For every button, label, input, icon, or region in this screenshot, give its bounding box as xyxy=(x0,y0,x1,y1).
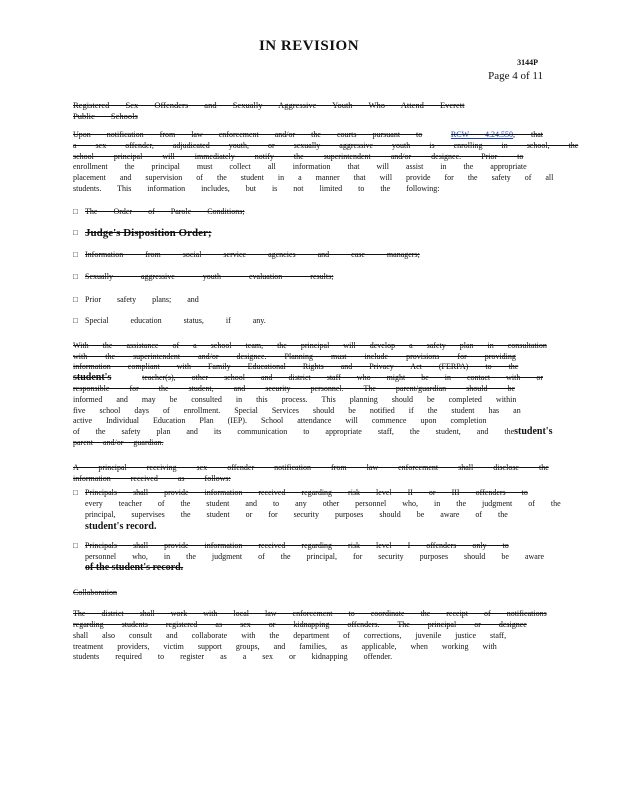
checkbox-bullet-icon: □ xyxy=(73,315,78,325)
page-number: Page 4 of 11 xyxy=(488,70,543,82)
bullet-special-education: □ Special education status, if any. xyxy=(73,315,266,325)
checkbox-bullet-icon: □ xyxy=(73,206,78,216)
bullet-youth-evaluation: □ Sexually aggressive youth evaluation results; xyxy=(73,272,334,282)
document-title: IN REVISION xyxy=(258,38,360,54)
paragraph-notification: Upon notification from law enforcement and/or the courts pursuant to RCW 4.24.550, that a sex offender, adjudicated youth, or sexually aggressive youth is enrolling in school, the school principal will immediately notify the superintendent and/or designee. Prior to enrollment the principal must collect all information that will assist in the appropriate placement and supervision of the student in a manner that will provide for the safety of all students. This information includes, but is not limited to the following: xyxy=(73,130,579,193)
section-heading-collaboration: Collaboration xyxy=(73,588,117,598)
document-body xyxy=(73,100,579,663)
rcw-link[interactable]: RCW 4.24.550 xyxy=(450,130,513,139)
checkbox-bullet-icon: □ xyxy=(73,488,78,498)
bullet-safety-plans: □ Prior safety plans; and xyxy=(73,295,199,305)
checkbox-bullet-icon: □ xyxy=(73,540,78,550)
paragraph-disclosure: A principal receiving sex offender notification from law enforcement shall disclose the information received as follows: xyxy=(73,462,549,483)
bullet-social-service-info: □ Information from social service agencies and case managers; xyxy=(73,249,420,259)
bullet-disposition-order: □ Judge's Disposition Order; xyxy=(73,226,212,239)
section-heading-registered-offenders: Registered Sex Offenders and Sexually Aggressive Youth Who Attend Everett Public Schools xyxy=(73,100,465,121)
bullet-risk-level-1: □ Principals shall provide information received regarding risk level I offenders only to personnel who, in the judgment of the principal, for security purposes should be aware of the student's record. xyxy=(73,540,545,574)
paragraph-collaboration: The district shall work with local law enforcement to coordinate the receipt of notifications regarding students registered as sex or kidnapping offenders. The principal or designee shall also consult and collaborate with the department of corrections, juvenile justice staff, treatment providers, victim support groups, and families, as applicable, when working with students required to register as a sex or kidnapping offender. xyxy=(73,609,547,662)
paragraph-safety-plan: With the assistance of a school team, the principal will develop a safety plan in consultation with the superintendent and/or designee. Planning must include provisions for providing information compliant with Family Educational Rights and Privacy Act (FERPA) to the student's teacher(s), other school and district staff who might be in contact with or responsible for the student, and security personnel. The parent/guardian should be informed and may be consulted in this process. This planning should be completed within five school days of enrollment. Special Services should be notified if the student has an active Individual Education Plan (IEP). School attendance will commence upon completion of the safety plan and its communication to appropriate staff, the student, and the student's parent and/or guardian. xyxy=(73,340,553,447)
checkbox-bullet-icon: □ xyxy=(73,227,78,237)
policy-number: 3144P xyxy=(517,58,538,67)
checkbox-bullet-icon: □ xyxy=(73,272,78,282)
bullet-risk-level-2-3: □ Principals shall provide information received regarding risk level II or III offenders to every teacher of the student and to any other personnel who, in the judgment of the principal, supervises the student or for security purposes should be aware of the student's record. xyxy=(73,488,561,532)
checkbox-bullet-icon: □ xyxy=(73,295,78,305)
bullet-parole-conditions: □ The Order of Parole Conditions; xyxy=(73,206,245,216)
checkbox-bullet-icon: □ xyxy=(73,249,78,259)
